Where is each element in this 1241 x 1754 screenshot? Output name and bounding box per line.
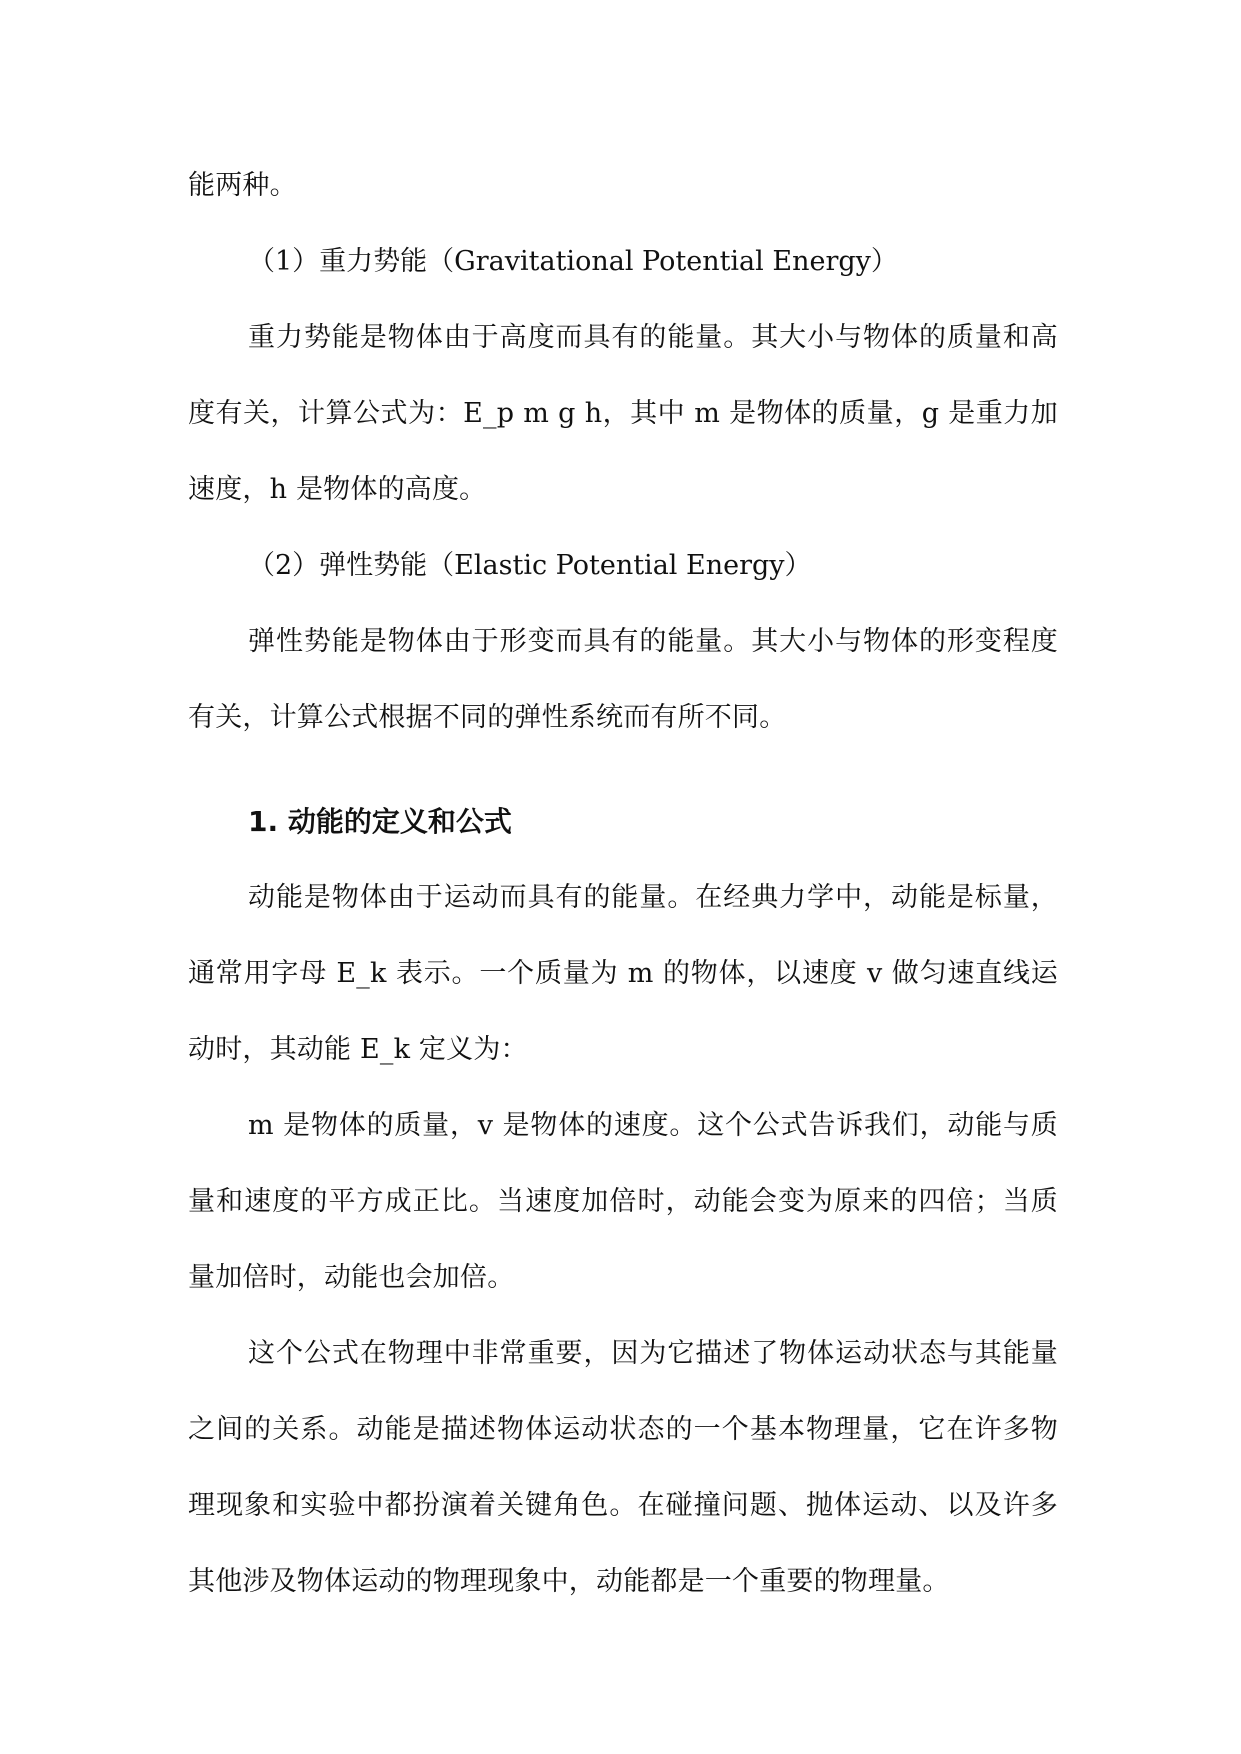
paragraph-continuation: 能两种。	[188, 170, 297, 201]
paragraph-gravitational-potential-energy: 重力势能是物体由于高度而具有的能量。其大小与物体的质量和高度有关，计算公式为：E_p m g h，其中 m 是物体的质量，g 是重力加速度，h 是物体的高度。	[188, 322, 1058, 505]
paragraph-kinetic-energy-variables: m 是物体的质量，v 是物体的速度。这个公式告诉我们，动能与质量和速度的平方成正比。当速度加倍时，动能会变为原来的四倍；当质量加倍时，动能也会加倍。	[188, 1110, 1058, 1293]
subheading-elastic-potential-energy: （2）弹性势能（Elastic Potential Energy）	[248, 550, 812, 581]
paragraph-elastic-potential-energy: 弹性势能是物体由于形变而具有的能量。其大小与物体的形变程度有关，计算公式根据不同的弹性系统而有所不同。	[188, 626, 1058, 733]
page-content	[188, 148, 1058, 1620]
subheading-gravitational-potential-energy: （1）重力势能（Gravitational Potential Energy）	[248, 246, 898, 277]
section-title-kinetic-energy: 1. 动能的定义和公式	[248, 805, 512, 838]
paragraph-kinetic-energy-definition: 动能是物体由于运动而具有的能量。在经典力学中，动能是标量，通常用字母 E_k 表示。一个质量为 m 的物体，以速度 v 做匀速直线运动时，其动能 E_k 定义为：	[188, 882, 1058, 1065]
paragraph-kinetic-energy-importance: 这个公式在物理中非常重要，因为它描述了物体运动状态与其能量之间的关系。动能是描述物体运动状态的一个基本物理量，它在许多物理现象和实验中都扮演着关键角色。在碰撞问题、抛体运动、以及许多其他涉及物体运动的物理现象中，动能都是一个重要的物理量。	[188, 1338, 1058, 1597]
